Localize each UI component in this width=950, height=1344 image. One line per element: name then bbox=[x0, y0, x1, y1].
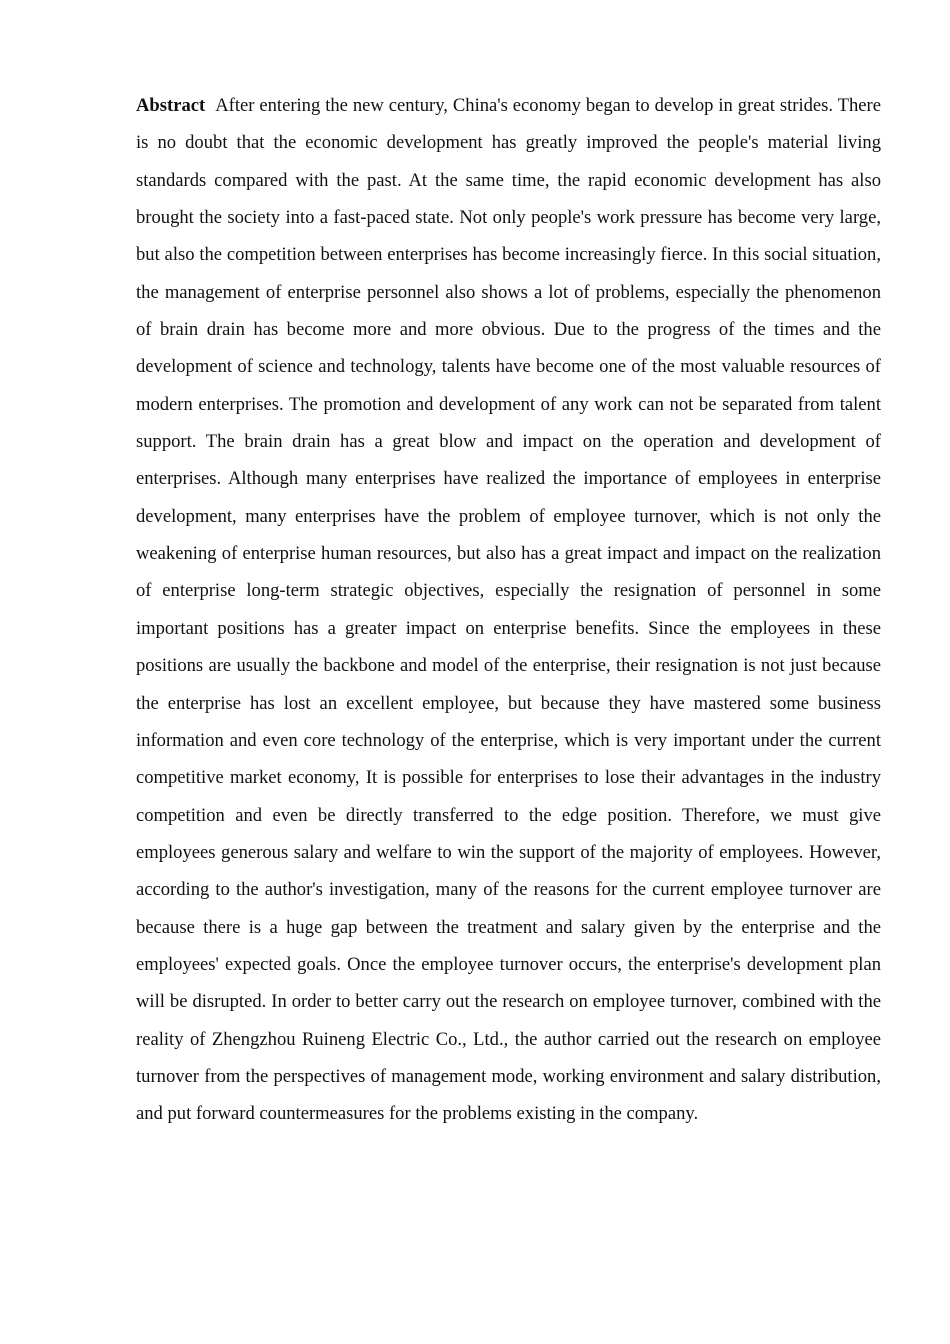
abstract-body-text: After entering the new century, China's economy began to develop in great strides. There is no doubt that the economic development has greatly improved the people's material living standards compared with the past. At the same time, the rapid economic development has also brought the society into a fast-paced state. Not only people's work pressure has become very large, but also the competition between enterprises has become increasingly fierce. In this social situation, the management of enterprise personnel also shows a lot of problems, especially the phenomenon of brain drain has become more and more obvious. Due to the progress of the times and the development of science and technology, talents have become one of the most valuable resources of modern enterprises. The promotion and development of any work can not be separated from talent support. The brain drain has a great blow and impact on the operation and development of enterprises. Although many enterprises have realized the importance of employees in enterprise development, many enterprises have the problem of employee turnover, which is not only the weakening of enterprise human resources, but also has a great impact and impact on the realization of enterprise long-term strategic objectives, especially the resignation of personnel in some important positions has a greater impact on enterprise benefits. Since the employees in these positions are usually the backbone and model of the enterprise, their resignation is not just because the enterprise has lost an excellent employee, but because they have mastered some business information and even core technology of the enterprise, which is very important under the current competitive market economy, It is possible for enterprises to lose their advantages in the industry competition and even be directly transferred to the edge position. Therefore, we must give employees generous salary and welfare to win the support of the majority of employees. However, according to the author's investigation, many of the reasons for the current employee turnover are because there is a huge gap between the treatment and salary given by the enterprise and the employees' expected goals. Once the employee turnover occurs, the enterprise's development plan will be disrupted. In order to better carry out the research on employee turnover, combined with the reality of Zhengzhou Ruineng Electric Co., Ltd., the author carried out the research on employee turnover from the perspectives of management mode, working environment and salary distribution, and put forward countermeasures for the problems existing in the company. bbox=[136, 95, 881, 1125]
abstract-label: Abstract bbox=[136, 95, 206, 116]
abstract-paragraph bbox=[136, 87, 881, 1133]
